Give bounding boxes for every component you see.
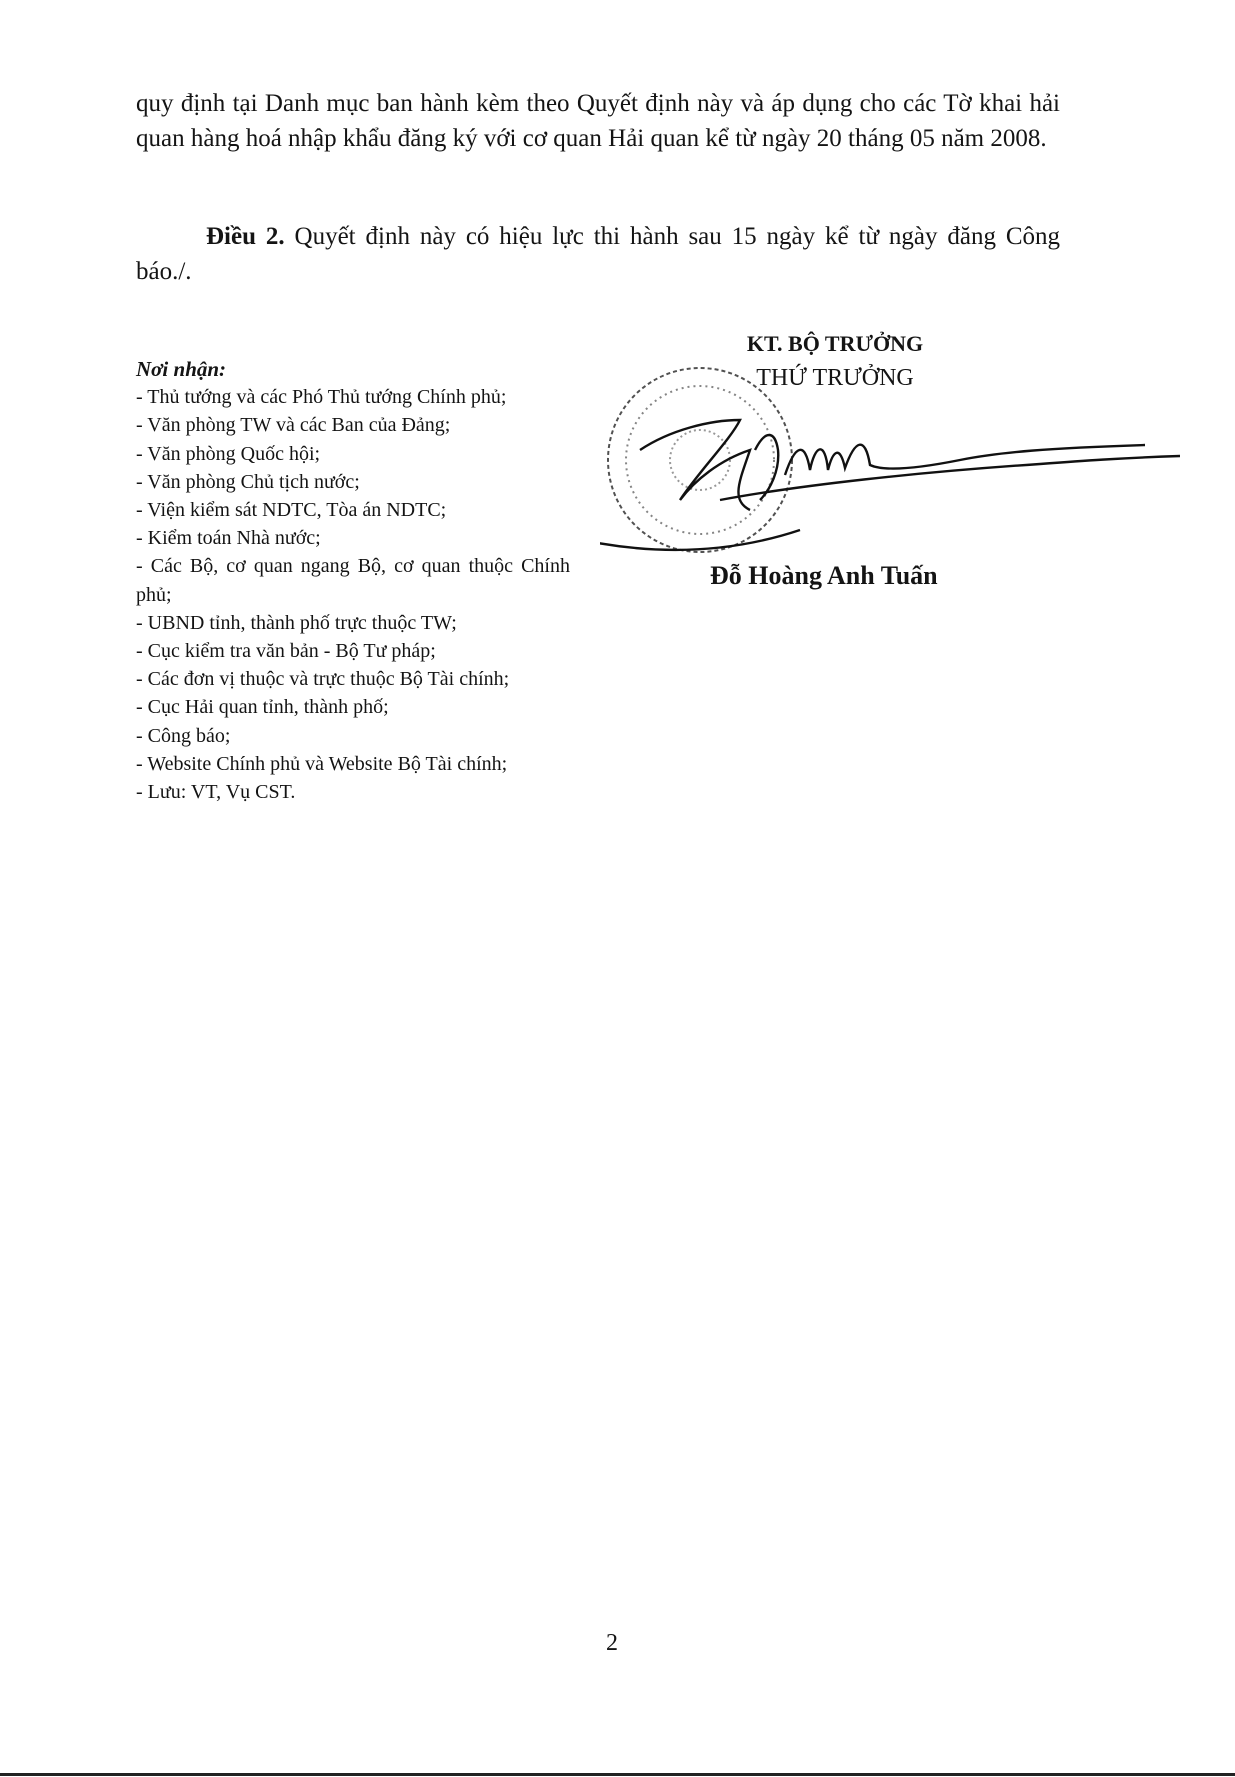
bottom-edge-rule	[0, 1773, 1235, 1776]
recipient-item: - Lưu: VT, Vụ CST.	[136, 781, 296, 804]
recipients-heading: Nơi nhận:	[136, 357, 227, 381]
recipient-item: - Kiểm toán Nhà nước;	[136, 527, 321, 550]
recipient-item: - Cục Hải quan tỉnh, thành phố;	[136, 696, 389, 719]
article-2-paragraph	[136, 219, 1060, 289]
page-number: 2	[606, 1630, 618, 1656]
article-2-text: Quyết định này có hiệu lực thi hành sau 15 ngày kể từ ngày đăng Công báo./.	[136, 223, 1061, 285]
recipients-list	[136, 355, 570, 806]
recipient-item: - Công báo;	[136, 724, 231, 747]
body-paragraph-1: quy định tại Danh mục ban hành kèm theo Quyết định này và áp dụng cho các Tờ khai hải quan hàng hoá nhập khẩu đăng ký với cơ quan Hải quan kể từ ngày 20 tháng 05 năm 2008.	[136, 90, 1060, 152]
stamp-seal	[608, 368, 792, 552]
official-stamp-and-signature	[600, 360, 1180, 610]
recipient-item: - Cục kiểm tra văn bản - Bộ Tư pháp;	[136, 640, 436, 663]
recipient-item: - Các đơn vị thuộc và trực thuộc Bộ Tài chính;	[136, 668, 510, 691]
recipient-item: - Website Chính phủ và Website Bộ Tài chính;	[136, 752, 508, 775]
recipient-item: - Thủ tướng và các Phó Thủ tướng Chính phủ;	[136, 386, 507, 409]
recipient-item: - Văn phòng Quốc hội;	[136, 442, 321, 465]
recipient-item: - Văn phòng Chủ tịch nước;	[136, 470, 360, 493]
recipient-item: - Văn phòng TW và các Ban của Đảng;	[136, 414, 451, 437]
recipients-items	[136, 383, 570, 806]
signature-title-line-1: KT. BỘ TRƯỞNG	[746, 331, 924, 356]
article-2-label: Điều 2.	[206, 223, 285, 250]
signature-title-line-2: THỨ TRƯỞNG	[756, 365, 914, 391]
recipient-item: - Các Bộ, cơ quan ngang Bộ, cơ quan thuộc Chính phủ;	[136, 555, 570, 606]
recipient-item: - Viện kiểm sát NDTC, Tòa án NDTC;	[136, 499, 447, 522]
signer-name: Đỗ Hoàng Anh Tuấn	[710, 561, 938, 590]
recipient-item: - UBND tỉnh, thành phố trực thuộc TW;	[136, 611, 457, 634]
handwritten-signature	[600, 420, 1180, 550]
